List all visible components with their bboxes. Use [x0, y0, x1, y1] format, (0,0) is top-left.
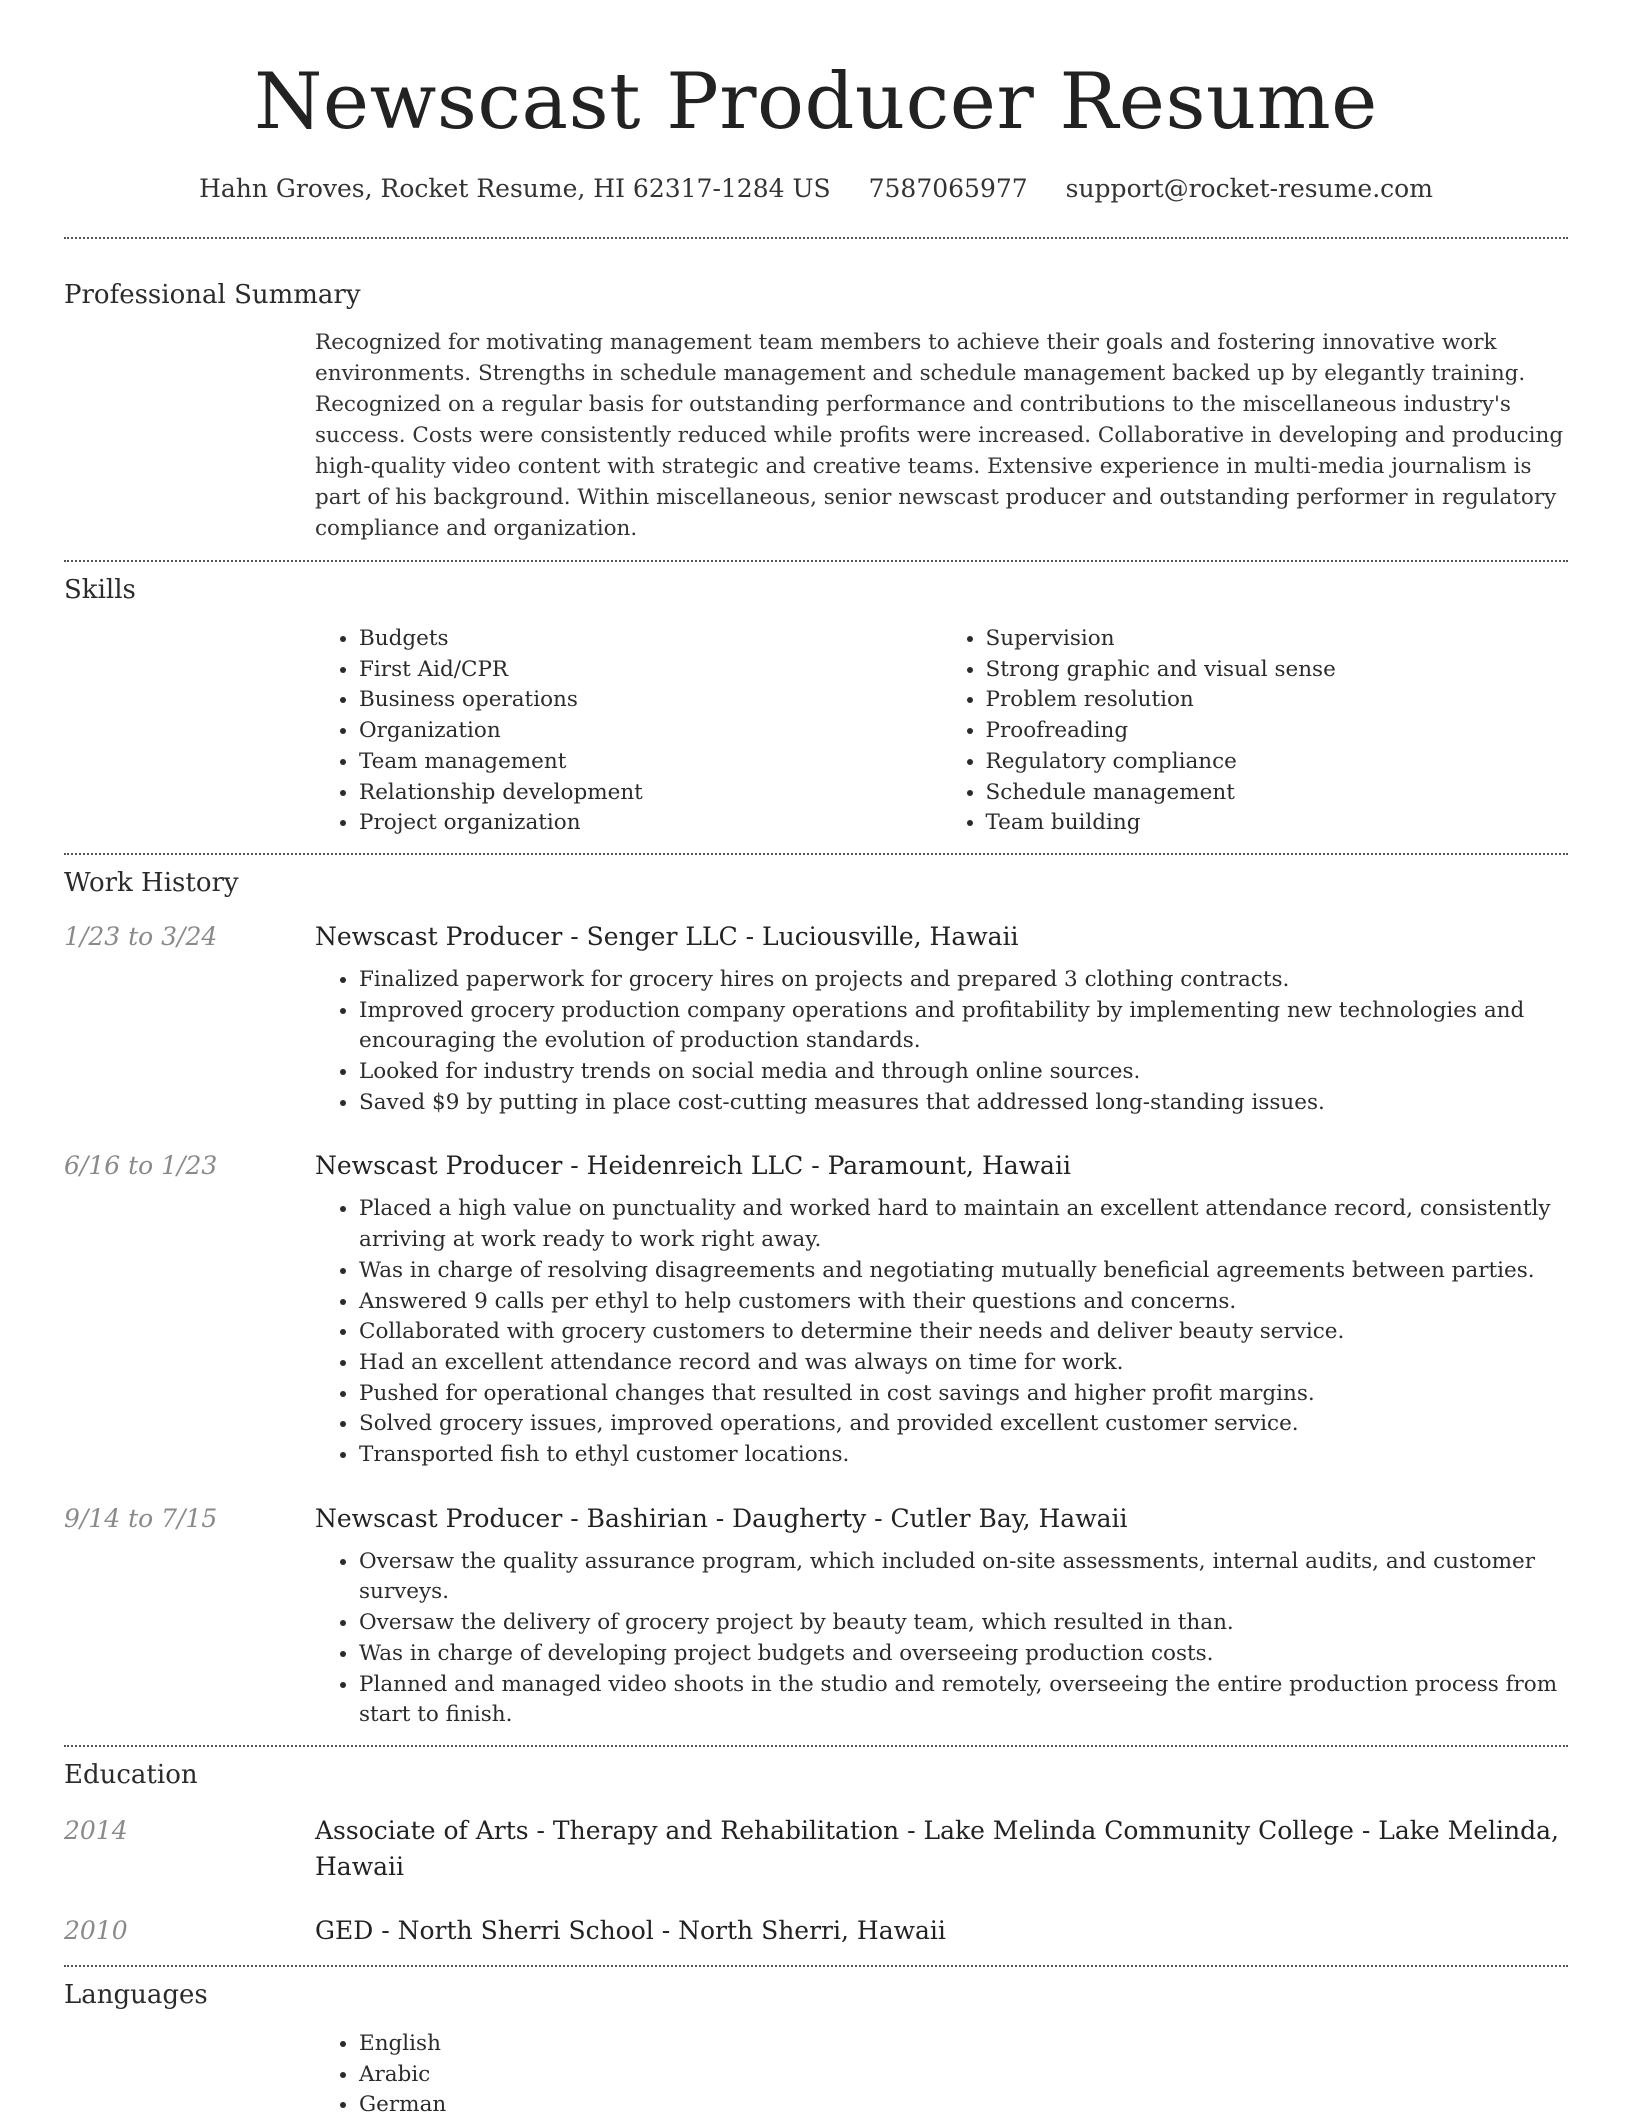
job-bullets	[315, 1547, 1568, 1731]
education-heading: Education	[64, 1759, 198, 1790]
skills-section	[64, 572, 1568, 839]
skill-item: • Problem resolution	[986, 685, 1569, 716]
job-title: Newscast Producer - Heidenreich LLC - Paramount, Hawaii	[315, 1151, 1071, 1181]
skill-item: • Relationship development	[359, 778, 942, 809]
education-year: 2010	[64, 1915, 128, 1945]
job-bullet: • Improved grocery production company operations and profitability by implementing new technologies and encouraging the evolution of production standards.	[359, 996, 1568, 1057]
education-entries	[64, 1813, 1568, 1949]
skill-item: • Team building	[986, 808, 1569, 839]
languages-section	[64, 1977, 1568, 2121]
language-item: • Arabic	[359, 2060, 1568, 2091]
job-bullet: • Placed a high value on punctuality and worked hard to maintain an excellent attendance record, consistently arriving at work ready to work right away.	[359, 1194, 1568, 1255]
job-bullet: • Pushed for operational changes that resulted in cost savings and higher profit margins.	[359, 1379, 1568, 1410]
skill-item: • Proofreading	[986, 716, 1569, 747]
skills-grid	[315, 624, 1568, 839]
work-entry	[64, 919, 1568, 1119]
job-bullet: • Planned and managed video shoots in the studio and remotely, overseeing the entire production process from start to finish.	[359, 1670, 1568, 1731]
work-history-section	[64, 865, 1568, 1731]
page-title: Newscast Producer Resume	[254, 57, 1378, 147]
summary-section	[64, 277, 1568, 544]
skill-item: • Team management	[359, 747, 942, 778]
job-bullet: • Had an excellent attendance record and was always on time for work.	[359, 1348, 1568, 1379]
job-bullet: • Collaborated with grocery customers to determine their needs and deliver beauty service.	[359, 1317, 1568, 1348]
section-divider	[64, 1745, 1568, 1747]
job-title: Newscast Producer - Bashirian - Daugherty - Cutler Bay, Hawaii	[315, 1503, 1128, 1533]
work-body	[315, 919, 1568, 1119]
work-body	[315, 1148, 1568, 1470]
contact-email[interactable]: support@rocket-resume.com	[1065, 174, 1433, 203]
work-dates: 6/16 to 1/23	[64, 1151, 218, 1181]
section-divider	[64, 237, 1568, 239]
skill-item: • Budgets	[359, 624, 942, 655]
job-bullet: • Transported fish to ethyl customer locations.	[359, 1440, 1568, 1471]
job-bullet: • Oversaw the delivery of grocery project by beauty team, which resulted in than.	[359, 1608, 1568, 1639]
languages-list	[315, 2029, 1568, 2121]
education-entry	[64, 1813, 1568, 1885]
education-title: Associate of Arts - Therapy and Rehabilitation - Lake Melinda Community College - Lake Melinda, Hawaii	[315, 1815, 1559, 1881]
skill-item: • Organization	[359, 716, 942, 747]
job-bullet: • Oversaw the quality assurance program, which included on-site assessments, internal audits, and customer surveys.	[359, 1547, 1568, 1608]
job-bullets	[315, 965, 1568, 1119]
education-entry	[64, 1913, 1568, 1949]
languages-bullets	[315, 2029, 1568, 2121]
education-title: GED - North Sherri School - North Sherri, Hawaii	[315, 1915, 946, 1945]
skill-item: • Schedule management	[986, 778, 1569, 809]
skills-list-left	[315, 624, 942, 839]
job-bullet: • Saved $9 by putting in place cost-cutting measures that addressed long-standing issues.	[359, 1088, 1568, 1119]
section-divider	[64, 853, 1568, 855]
work-entry	[64, 1148, 1568, 1470]
skills-heading: Skills	[64, 575, 136, 605]
skill-item: • Regulatory compliance	[986, 747, 1569, 778]
job-bullets	[315, 1194, 1568, 1470]
work-entry	[64, 1501, 1568, 1731]
work-dates: 9/14 to 7/15	[64, 1503, 218, 1533]
work-history-heading: Work History	[64, 867, 239, 898]
contact-address: Hahn Groves, Rocket Resume, HI 62317-1284 US	[199, 174, 831, 203]
skill-item: • Supervision	[986, 624, 1569, 655]
education-body	[315, 1913, 1568, 1949]
resume-page	[64, 0, 1568, 2121]
work-entries	[64, 919, 1568, 1731]
language-item: • German	[359, 2090, 1568, 2121]
skill-item: • Strong graphic and visual sense	[986, 655, 1569, 686]
skill-item: • First Aid/CPR	[359, 655, 942, 686]
education-section	[64, 1757, 1568, 1949]
section-divider	[64, 1965, 1568, 1967]
contact-phone: 7587065977	[868, 174, 1028, 203]
work-body	[315, 1501, 1568, 1731]
skill-item: • Business operations	[359, 685, 942, 716]
job-bullet: • Answered 9 calls per ethyl to help customers with their questions and concerns.	[359, 1287, 1568, 1318]
education-year: 2014	[64, 1815, 128, 1845]
job-bullet: • Looked for industry trends on social media and through online sources.	[359, 1057, 1568, 1088]
skill-item: • Project organization	[359, 808, 942, 839]
language-item: • English	[359, 2029, 1568, 2060]
job-bullet: • Was in charge of developing project budgets and overseeing production costs.	[359, 1639, 1568, 1670]
job-bullet: • Finalized paperwork for grocery hires on projects and prepared 3 clothing contracts.	[359, 965, 1568, 996]
education-body	[315, 1813, 1568, 1885]
summary-text: Recognized for motivating management team members to achieve their goals and fostering innovative work environments. Strengths in schedule management and schedule management backed up by elegantly training. Recognized on a regular basis for outstanding performance and contributions to the miscellaneous industry's success. Costs were consistently reduced while profits were increased. Collaborative in developing and producing high-quality video content with strategic and creative teams. Extensive experience in multi-media journalism is part of his background. Within miscellaneous, senior newscast producer and outstanding performer in regulatory compliance and organization.	[315, 330, 1564, 541]
job-bullet: • Solved grocery issues, improved operations, and provided excellent customer service.	[359, 1409, 1568, 1440]
skills-list-right	[942, 624, 1569, 839]
work-dates: 1/23 to 3/24	[64, 921, 218, 951]
languages-heading: Languages	[64, 1979, 208, 2010]
job-title: Newscast Producer - Senger LLC - Luciousville, Hawaii	[315, 921, 1019, 951]
section-divider	[64, 560, 1568, 562]
summary-heading: Professional Summary	[64, 280, 361, 310]
job-bullet: • Was in charge of resolving disagreements and negotiating mutually beneficial agreements between parties.	[359, 1256, 1568, 1287]
contact-line	[64, 172, 1568, 206]
